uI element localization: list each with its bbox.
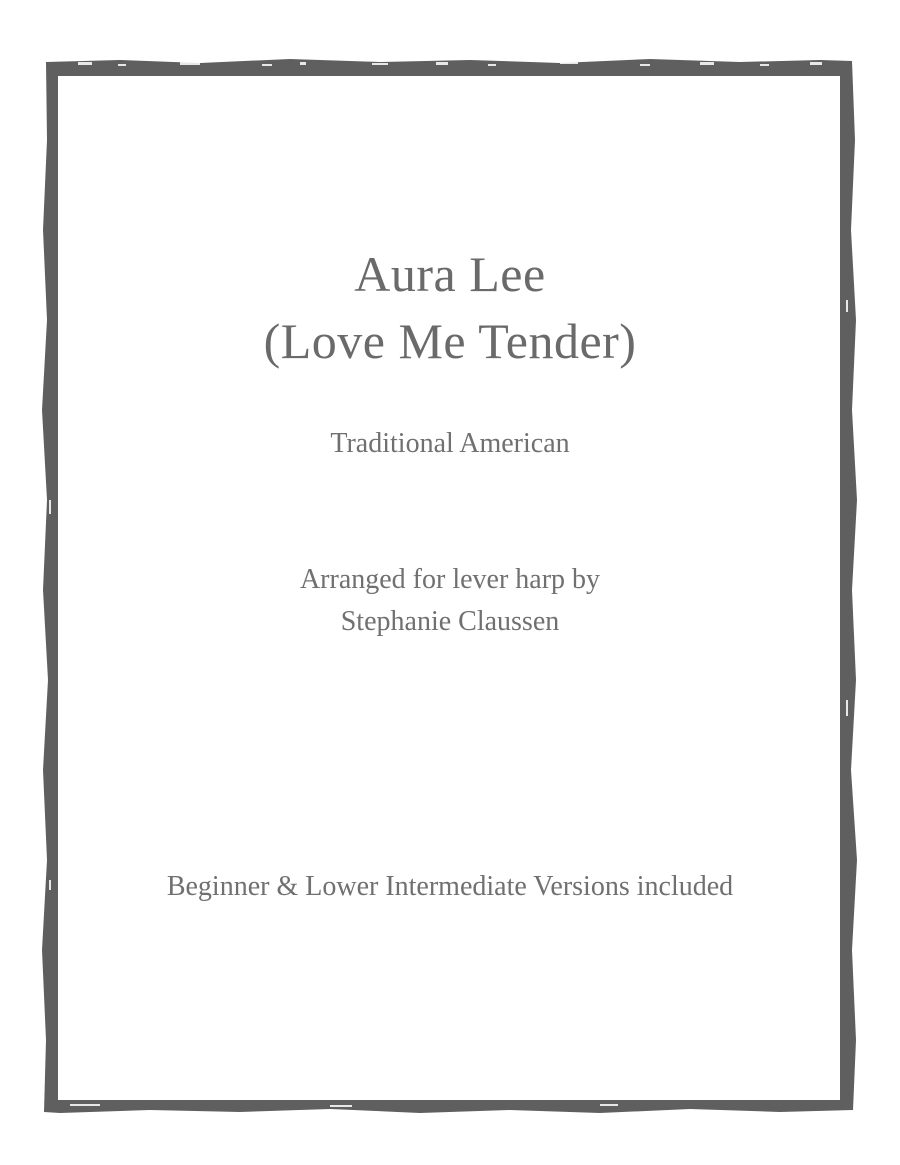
versions-note: Beginner & Lower Intermediate Versions included	[166, 871, 734, 902]
arranger-name: Stephanie Claussen	[340, 606, 560, 637]
title-line-2: (Love Me Tender)	[263, 313, 637, 369]
composer-credit: Traditional American	[330, 428, 570, 459]
arranger-credit-line-1: Arranged for lever harp by	[299, 564, 601, 595]
title-line-1: Aura Lee	[354, 246, 546, 302]
cover-content	[60, 72, 840, 1102]
